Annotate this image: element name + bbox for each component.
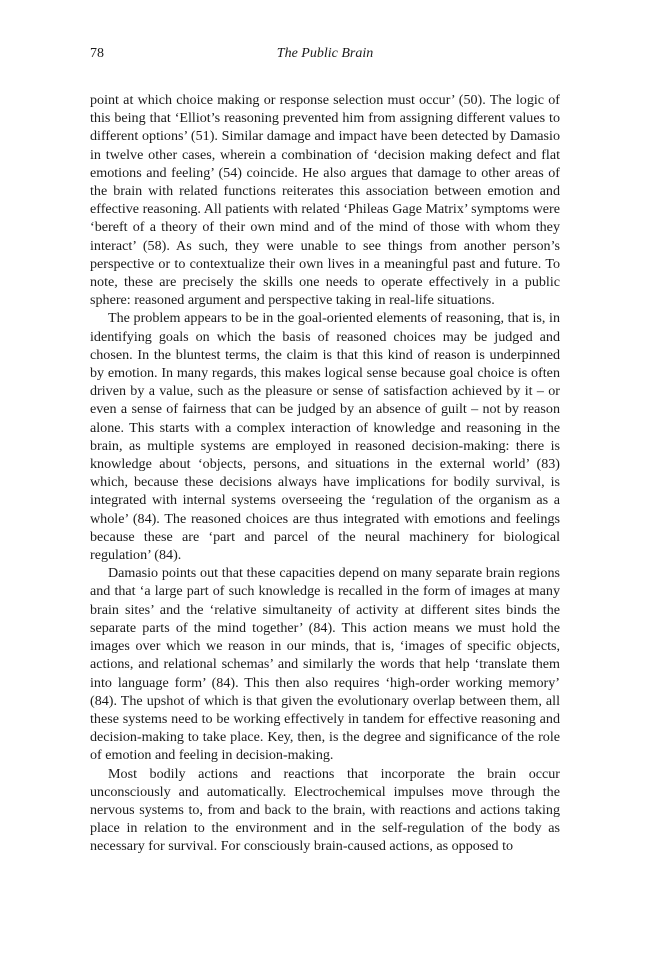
paragraph-bodily-actions: Most bodily actions and reactions that incorporate the brain occur unconsciously and automatically. Electrochemical impulses move through the nervous systems to, from and back to the brain, with reactions and actions taking place in relation to the environment and in the self-regulation of the body as necessary for survival. For consciously brain-caused actions, as opposed to [90,765,560,855]
paragraph-goal-oriented-reasoning: The problem appears to be in the goal-oriented elements of reasoning, that is, in identifying goals on which the basis of reasoned choices may be judged and chosen. In the bluntest terms, the claim is that this kind of reason is underpinned by emotion. In many regards, this makes logical sense because goal choice is often driven by a value, such as the pleasure or sense of satisfaction achieved by it – or even a sense of fairness that can be judged by an absence of guilt – not by reason alone. This starts with a complex interaction of knowledge and reasoning in the brain, as multiple systems are employed in reasoned decision-making: there is knowledge about ‘objects, persons, and situations in the external world’ (83) which, because these decisions always have implications for bodily survival, is integrated with internal systems overseeing the ‘regulation of the organism as a whole’ (84). The reasoned choices are thus integrated with emotions and feelings because these are ‘part and parcel of the neural machinery for biological regulation’ (84). [90,310,560,564]
page-number: 78 [90,46,104,61]
running-head [90,46,560,66]
body-text [90,91,560,856]
paragraph-brain-regions: Damasio points out that these capacities depend on many separate brain regions and that ‘a large part of such knowledge is recalled in the form of images at many brain sites’ and the ‘relative simultaneity of activity at different sites binds the separate parts of the mind together’ (84). This action means we must hold the images over which we reason in our minds, that is, ‘images of specific objects, actions, and relational schemas’ and similarly the words that help ‘translate them into language form’ (84). This then also requires ‘high-order working memory’ (84). The upshot of which is that given the evolutionary overlap between them, all these systems need to be working effectively in tandem for effective reasoning and decision-making to take place. Key, then, is the degree and significance of the role of emotion and feeling in decision-making. [90,565,560,764]
paragraph-continued: point at which choice making or response selection must occur’ (50). The logic of this being that ‘Elliot’s reasoning prevented him from assigning different values to different options’ (51). Similar damage and impact have been detected by Damasio in twelve other cases, wherein a combination of ‘decision making defect and flat emotions and feeling’ (54) coincide. He also argues that damage to other areas of the brain with related functions reiterates this association between emotion and effective reasoning. All patients with related ‘Phileas Gage Matrix’ symptoms were ‘bereft of a theory of their own mind and of the mind of those with whom they interact’ (58). As such, they were unable to see things from another person’s perspective or to contextualize their own lives in a meaningful past and future. To note, these are precisely the skills one needs to operate effectively in a public sphere: reasoned argument and perspective taking in real-life situations. [90,92,560,309]
running-title: The Public Brain [276,46,374,61]
